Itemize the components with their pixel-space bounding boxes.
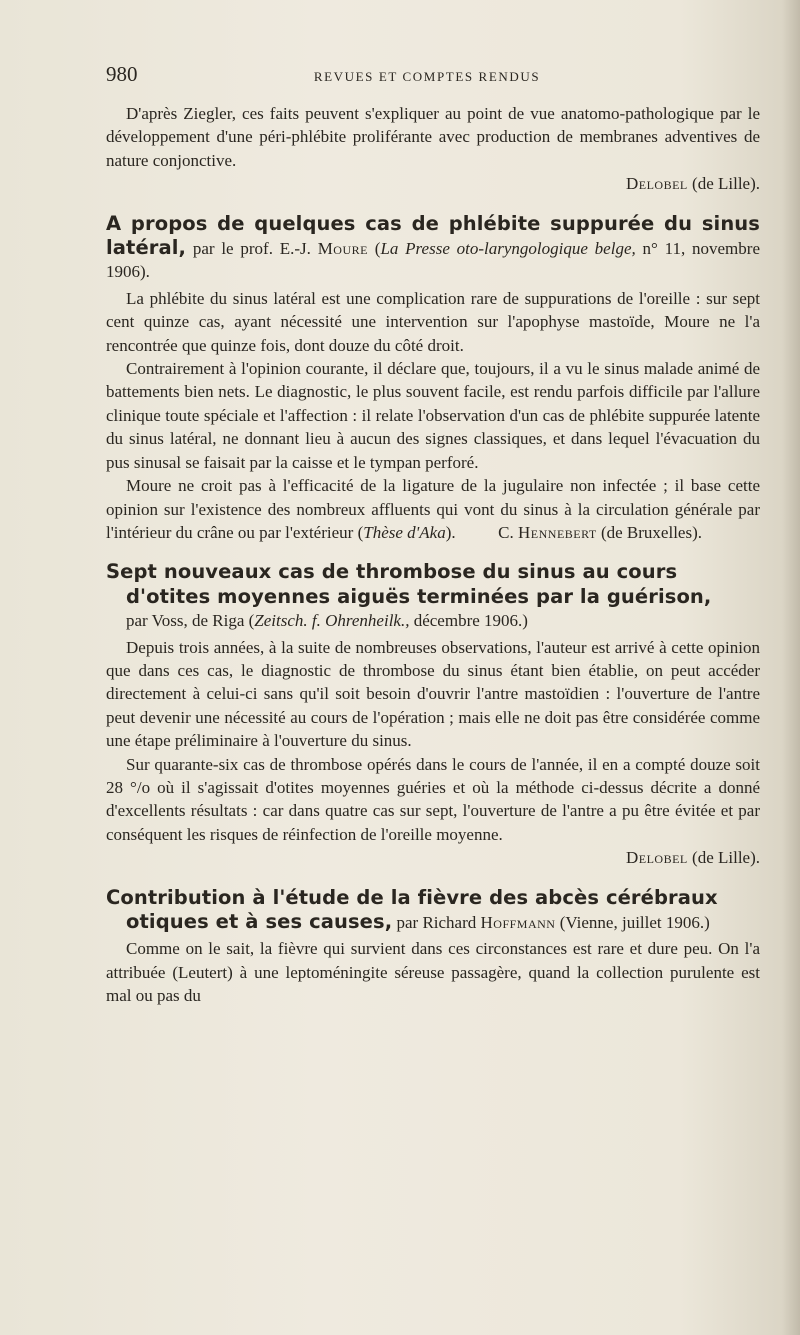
article-2-source-journal: Zeitsch. f. Ohrenheilk., <box>254 611 410 631</box>
signature-place: (de Lille). <box>692 174 760 194</box>
thesis-close: ). <box>445 522 456 542</box>
article-1-source-open: ( <box>374 239 381 259</box>
article-1-source-journal: La Presse oto-laryngologique belge, <box>380 239 636 259</box>
signature-initial: C. <box>498 522 514 542</box>
article-2-title-continuation <box>106 585 760 609</box>
article-1-source-details: n° 11, novembre 1906). <box>106 239 760 282</box>
article-2-title-line-1: Sept nouveaux cas de thrombose du sinus au cours <box>106 560 678 584</box>
article-1-paragraph-2: Contrairement à l'opinion courante, il déclare que, toujours, il a vu le sinus malade animé de battements bien nets. Le diagnostic, le plus souvent facile, est rendu parfois difficile par l'allure clinique toute spéciale et l'affection : il relate l'observation d'un cas de phlébite suppurée latente du sinus latéral, ne donnant lieu à aucun des signes classiques, et dans lequel l'évacuation du pus sinusal se faisait par la caisse et le tympan perforé. <box>106 359 760 472</box>
thesis-reference: Thèse d'Aka <box>363 522 446 542</box>
article-1-paragraph-3 <box>106 474 760 544</box>
page-edge-shadow <box>782 0 800 1335</box>
article-3-title-line-1: Contribution à l'étude de la fièvre des abcès cérébraux <box>106 885 718 909</box>
page-number: 980 <box>106 62 138 86</box>
article-1-heading <box>106 212 760 284</box>
signature-name: Delobel <box>626 848 688 868</box>
article-2-source-details: décembre 1906.) <box>413 611 528 631</box>
thesis-open: ( <box>357 522 364 542</box>
article-3-source-details: (Vienne, juillet 1906.) <box>559 913 710 932</box>
running-head <box>106 62 760 102</box>
signature-name: Delobel <box>626 174 688 194</box>
signature-place: (de Bruxelles). <box>600 522 702 542</box>
article-1-paragraph-1: La phlébite du sinus latéral est une complication rare de suppurations de l'oreille : sur sept cent quinze cas, ayant nécessité une intervention sur l'apophyse mastoïde, Moure ne l'a rencontrée que quinze fois, dont douze du côté droit. <box>106 288 760 355</box>
page-content <box>106 62 760 1008</box>
signature-name: Hennebert <box>518 522 597 542</box>
article-2-byline <box>106 609 760 632</box>
article-1-title: A propos de quelques cas de phlébite suppurée du sinus latéral, <box>106 211 760 260</box>
signature-place: (de Lille). <box>692 848 760 868</box>
intro-paragraph: D'après Ziegler, ces faits peuvent s'expliquer au point de vue anatomo-pathologique par le développement d'une péri-phlébite proliférante avec production de membranes adventives de nature conjonctive. <box>106 104 760 170</box>
article-1-author-prefix: par le prof. E.-J. <box>192 239 311 259</box>
article-3-title-line-2: otiques et à ses causes, <box>126 910 393 933</box>
article-3-author-prefix: par Richard <box>396 913 477 932</box>
article-2-author-prefix: par Voss, de Riga ( <box>126 611 255 631</box>
article-2-paragraph-1: Depuis trois années, à la suite de nombreuses observations, l'auteur est arrivé à cette opinion que dans ces cas, le diagnostic de thrombose du sinus étant bien établie, on peut accéder directement à celui-ci sans qu'il soit besoin d'ouvrir l'antre mastoïdien : l'ouverture de l'antre peut devenir une nécessité au cours de l'opération ; mais elle ne doit pas être considérée comme une étape préliminaire à l'ouverture du sinus. <box>106 637 760 751</box>
article-1-author-name: Moure <box>317 239 368 259</box>
running-title: REVUES ET COMPTES RENDUS <box>313 69 541 84</box>
article-3-heading <box>106 886 760 935</box>
article-2-heading <box>106 560 760 632</box>
article-2-signature <box>106 846 760 869</box>
article-1-paragraph-3-text: Moure ne croit pas à l'efficacité de la ligature de la jugulaire non infectée ; il base cette opinion sur l'existence des nombreux affluents qui vont du sinus à la circulation générale par l'intérieur du crâne ou par l'extérieur <box>106 476 760 542</box>
article-3-title-continuation <box>106 910 760 934</box>
article-2-paragraph-2: Sur quarante-six cas de thrombose opérés dans le cours de l'année, il en a compté douze soit 28 °/o où il s'agissait d'otites moyennes guéries et où la méthode ci-dessus décrite a donné d'excellents résultats : car dans quatre cas sur sept, l'ouverture de l'antre a pu être évitée et par conséquent les risques de réinfection de l'oreille moyenne. <box>106 754 760 844</box>
intro-signature <box>106 172 760 195</box>
article-2-title-line-2: d'otites moyennes aiguës terminées par la guérison, <box>126 584 712 608</box>
article-3-author-name: Hoffmann <box>480 913 556 932</box>
article-3-paragraph-1: Comme on le sait, la fièvre qui survient dans ces circonstances est rare et dure peu. On l'a attribuée (Leutert) à une leptoméningite séreuse passagère, quand la collection purulente est mal ou pas du <box>106 939 760 1006</box>
